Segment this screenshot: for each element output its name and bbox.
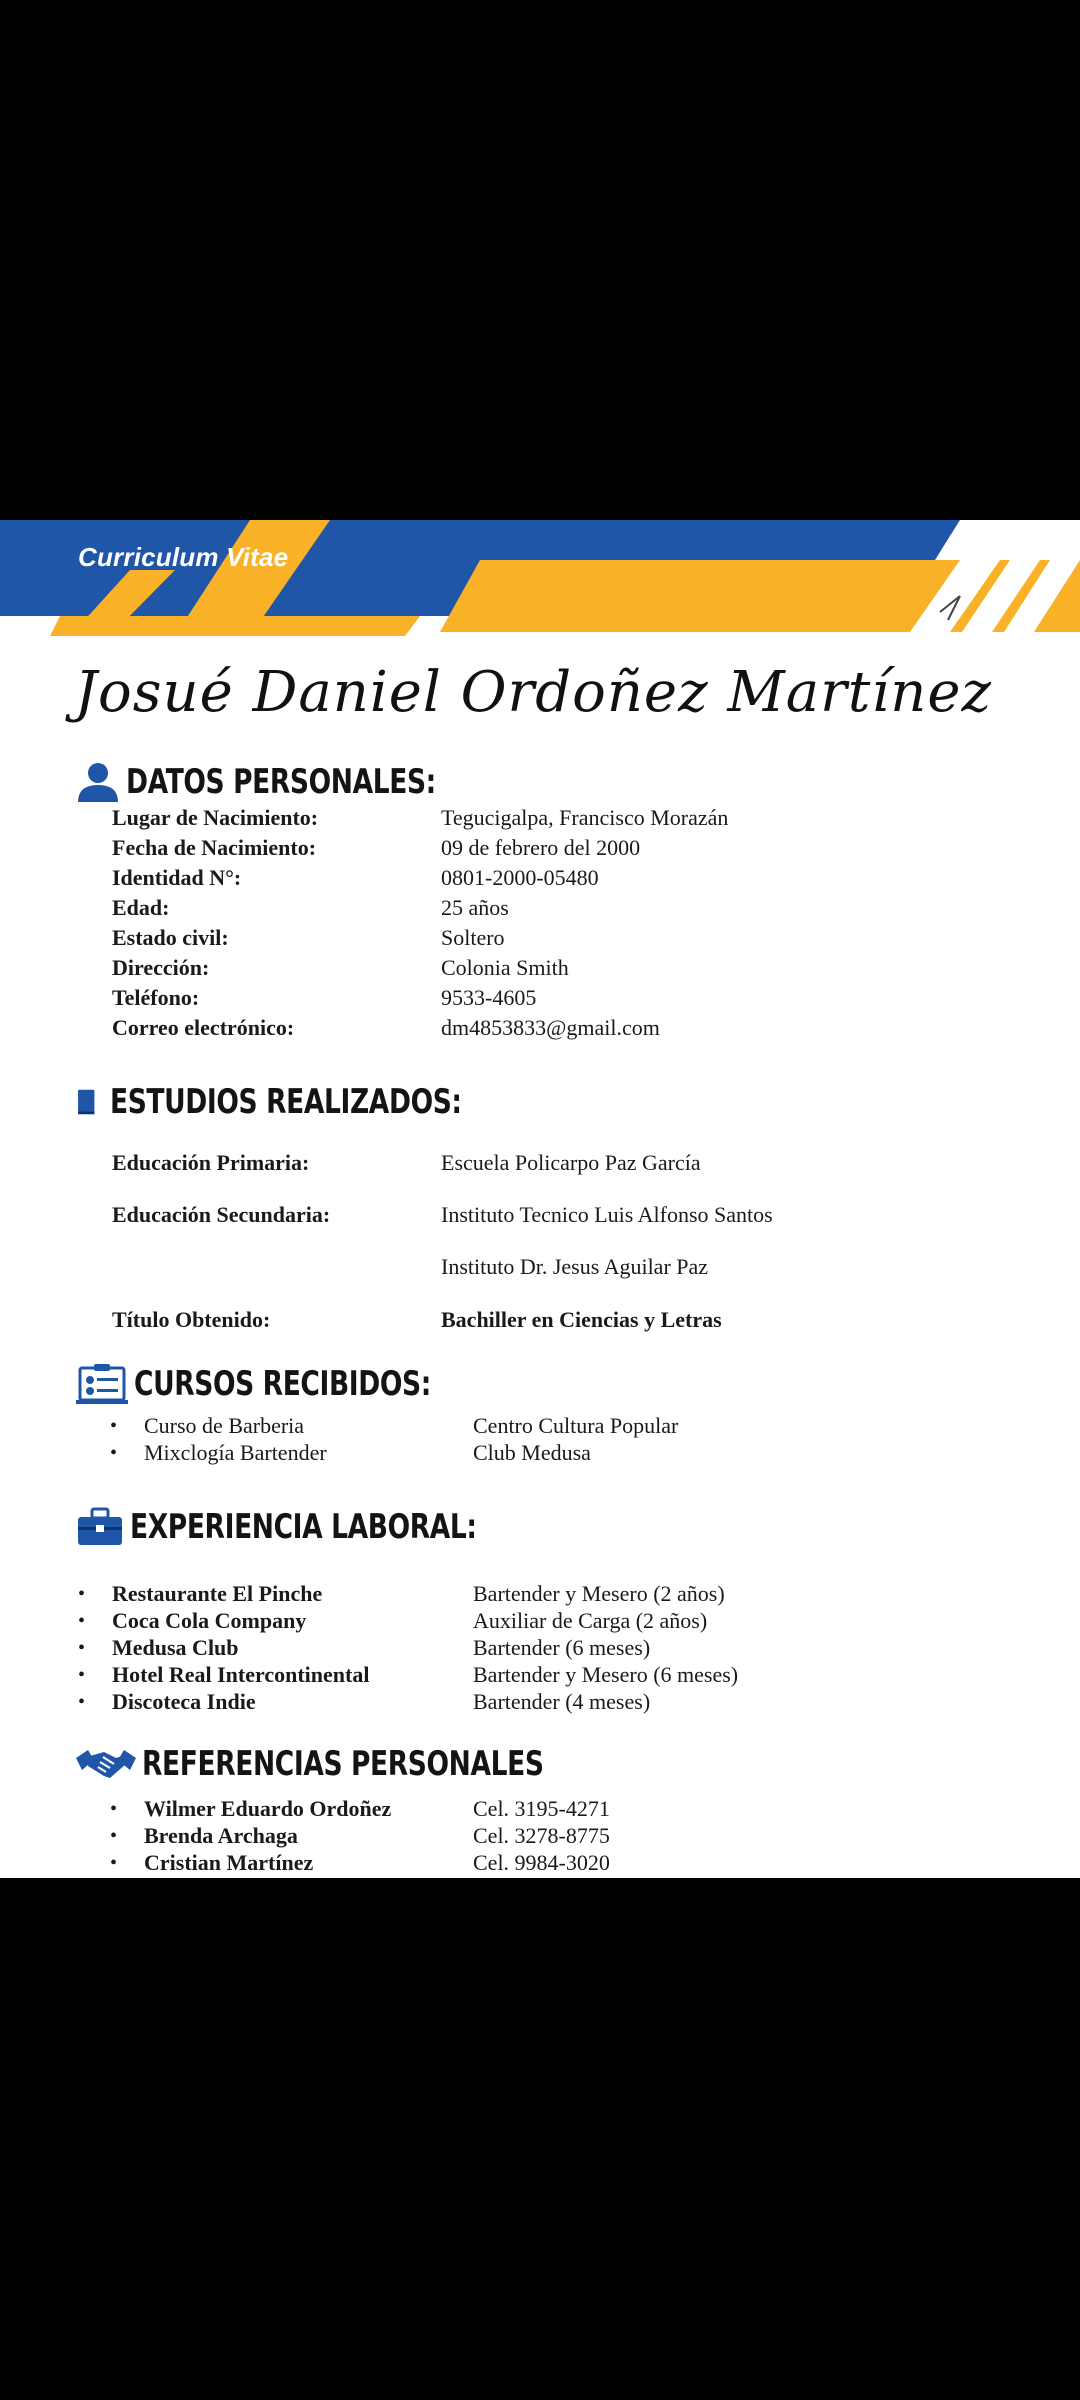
- briefcase-icon: [76, 1505, 124, 1549]
- reference-name: Brenda Archaga: [144, 1823, 298, 1848]
- value-secondary-education-2: Instituto Dr. Jesus Aguilar Paz: [441, 1254, 709, 1279]
- bullet: •: [110, 1825, 118, 1847]
- bullet: •: [78, 1664, 86, 1686]
- bullet: •: [110, 1442, 118, 1464]
- label-age: Edad:: [112, 895, 170, 920]
- section-personal-title: DATOS PERSONALES:: [126, 762, 436, 802]
- value-primary-education: Escuela Policarpo Paz García: [441, 1150, 701, 1175]
- reference-phone: Cel. 9984-3020: [473, 1850, 610, 1875]
- section-courses-header: [76, 1362, 515, 1406]
- label-email: Correo electrónico:: [112, 1015, 295, 1040]
- bullet: •: [110, 1798, 118, 1820]
- label-degree: Título Obtenido:: [112, 1307, 271, 1332]
- value-birthdate: 09 de febrero del 2000: [441, 835, 641, 860]
- book-icon: [76, 1080, 106, 1124]
- course-name: Curso de Barberia: [144, 1413, 305, 1438]
- section-courses-title: CURSOS RECIBIDOS:: [134, 1364, 431, 1404]
- job-place: Medusa Club: [112, 1635, 239, 1660]
- course-place: Centro Cultura Popular: [473, 1413, 679, 1438]
- handshake-icon: [76, 1742, 136, 1786]
- job-place: Coca Cola Company: [112, 1608, 307, 1633]
- section-references-header: [76, 1742, 657, 1786]
- section-education-header: [76, 1080, 561, 1124]
- bullet: •: [110, 1852, 118, 1874]
- value-id: 0801-2000-05480: [441, 865, 599, 890]
- cv-title: Curriculum Vitae: [78, 542, 289, 572]
- section-references-title: REFERENCIAS PERSONALES: [142, 1744, 544, 1784]
- label-primary-education: Educación Primaria:: [112, 1150, 310, 1175]
- bullet: •: [110, 1415, 118, 1437]
- section-personal-header: [76, 760, 523, 804]
- job-place: Restaurante El Pinche: [112, 1581, 323, 1606]
- label-civil-status: Estado civil:: [112, 925, 229, 950]
- header-banner: [0, 520, 1080, 640]
- value-birthplace: Tegucigalpa, Francisco Morazán: [441, 805, 729, 830]
- label-secondary-education: Educación Secundaria:: [112, 1202, 331, 1227]
- job-role: Auxiliar de Carga (2 años): [473, 1608, 708, 1633]
- value-age: 25 años: [441, 895, 509, 920]
- job-role: Bartender (4 meses): [473, 1689, 651, 1714]
- course-place: Club Medusa: [473, 1440, 591, 1465]
- reference-name: Wilmer Eduardo Ordoñez: [144, 1796, 392, 1821]
- bullet: •: [78, 1610, 86, 1632]
- reference-phone: Cel. 3195-4271: [473, 1796, 610, 1821]
- person-icon: [76, 760, 120, 804]
- cv-document: [0, 520, 1080, 1878]
- section-experience-title: EXPERIENCIA LABORAL:: [130, 1507, 477, 1547]
- value-email: dm4853833@gmail.com: [441, 1015, 660, 1040]
- job-place: Discoteca Indie: [112, 1689, 256, 1714]
- job-role: Bartender (6 meses): [473, 1635, 651, 1660]
- label-phone: Teléfono:: [112, 985, 200, 1010]
- bullet: •: [78, 1691, 86, 1713]
- section-education-title: ESTUDIOS REALIZADOS:: [110, 1082, 462, 1122]
- bullet: •: [78, 1637, 86, 1659]
- job-place: Hotel Real Intercontinental: [112, 1662, 370, 1687]
- label-birthdate: Fecha de Nacimiento:: [112, 835, 317, 860]
- reference-phone: Cel. 3278-8775: [473, 1823, 610, 1848]
- course-name: Mixclogía Bartender: [144, 1440, 327, 1465]
- section-experience-header: [76, 1505, 574, 1549]
- value-address: Colonia Smith: [441, 955, 569, 980]
- job-role: Bartender y Mesero (6 meses): [473, 1662, 739, 1687]
- label-address: Dirección:: [112, 955, 210, 980]
- label-id: Identidad N°:: [112, 865, 242, 890]
- value-civil-status: Soltero: [441, 925, 505, 950]
- value-secondary-education-1: Instituto Tecnico Luis Alfonso Santos: [441, 1202, 773, 1227]
- reference-name: Cristian Martínez: [144, 1850, 314, 1875]
- label-birthplace: Lugar de Nacimiento:: [112, 805, 319, 830]
- job-role: Bartender y Mesero (2 años): [473, 1581, 725, 1606]
- bullet: •: [78, 1583, 86, 1605]
- full-name: Josué Daniel Ordoñez Martínez: [74, 660, 992, 725]
- value-degree: Bachiller en Ciencias y Letras: [441, 1307, 722, 1332]
- certificate-icon: [76, 1362, 128, 1406]
- value-phone: 9533-4605: [441, 985, 537, 1010]
